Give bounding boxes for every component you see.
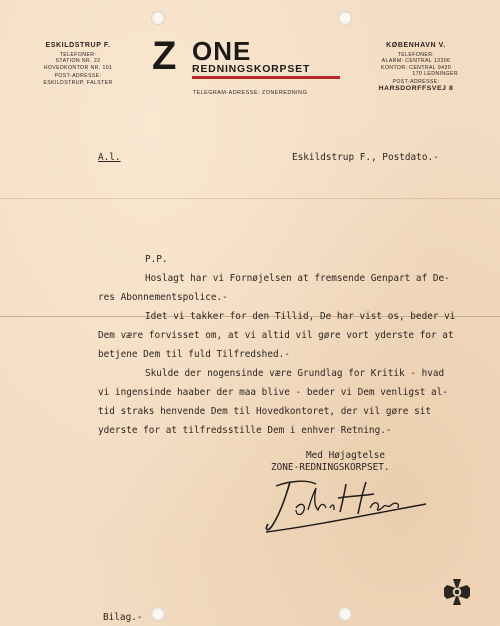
punch-hole bbox=[151, 11, 165, 25]
logo-mark: Z bbox=[152, 34, 175, 78]
punch-hole bbox=[338, 607, 352, 621]
header-left-city: ESKILDSTRUP F. bbox=[45, 42, 111, 49]
punch-hole bbox=[338, 11, 352, 25]
header-left-phone-1: STATION NR. 22 bbox=[55, 58, 101, 65]
logo-subtitle: REDNINGSKORPSET bbox=[192, 63, 311, 75]
header-left-address-label: POST-ADRESSE: bbox=[54, 73, 102, 80]
header-left-address: ESKILDSTRUP, FALSTER bbox=[43, 79, 113, 86]
salutation: P.P. bbox=[145, 254, 168, 265]
reference: A.l. bbox=[98, 152, 121, 163]
body-line: Dem være forvisset om, at vi altid vil gøre vort yderste for at bbox=[98, 330, 454, 341]
handwritten-signature bbox=[262, 474, 430, 536]
header-left-phone-2: HOVEDKONTOR NR. 101 bbox=[43, 64, 113, 71]
header-right-address-label: POST-ADRESSE: bbox=[392, 78, 440, 85]
body-line: tid straks henvende Dem til Hovedkontoret, der vil gøre sit bbox=[98, 406, 432, 417]
cross-emblem-icon bbox=[442, 577, 472, 607]
header-right bbox=[366, 42, 466, 92]
header-right-phone-1: ALARM: CENTRAL 13306 bbox=[381, 58, 451, 65]
closing: Med Højagtelse bbox=[306, 450, 386, 461]
body-line: vi ingensinde haaber der maa blive - beder vi Dem venligst al- bbox=[98, 387, 448, 398]
header-right-phone-2: KONTOR: CENTRAL 9430 bbox=[381, 64, 451, 71]
body-line: res Abonnementspolice.- bbox=[98, 292, 228, 303]
body-line: betjene Dem til fuld Tilfredshed.- bbox=[98, 349, 290, 360]
body-line: Hoslagt har vi Fornøjelsen at fremsende Genpart af De- bbox=[145, 273, 450, 284]
header-right-phone-label: TELEFONER: bbox=[397, 52, 435, 58]
logo-word: ONE bbox=[192, 36, 252, 66]
logo-accent-bar bbox=[192, 76, 340, 79]
company-logo bbox=[148, 36, 348, 86]
header-left bbox=[24, 42, 132, 86]
body-line: Skulde der nogensinde være Grundlag for Kritik - hvad bbox=[145, 368, 445, 379]
body-line: Idet vi takker for den Tillid, De har vist os, beder vi bbox=[145, 311, 456, 322]
header-right-phone-3: 170 LEDNINGER bbox=[412, 71, 458, 78]
fold-crease bbox=[0, 198, 500, 199]
header-right-city: KØBENHAVN V. bbox=[386, 42, 446, 49]
telegram-address: TELEGRAM-ADRESSE: ZONEREDNING bbox=[192, 90, 308, 96]
header-right-address: HARSDORFFSVEJ 8 bbox=[378, 85, 454, 93]
company-signoff: ZONE-REDNINGSKORPSET. bbox=[271, 462, 390, 473]
punch-hole bbox=[151, 607, 165, 621]
place-date: Eskildstrup F., Postdato.- bbox=[292, 152, 439, 163]
body-line: yderste for at tilfredsstille Dem i enhver Retning.- bbox=[98, 425, 392, 436]
header-left-phone-label: TELEFONER: bbox=[59, 52, 97, 58]
enclosure-note: Bilag.- bbox=[103, 612, 143, 623]
